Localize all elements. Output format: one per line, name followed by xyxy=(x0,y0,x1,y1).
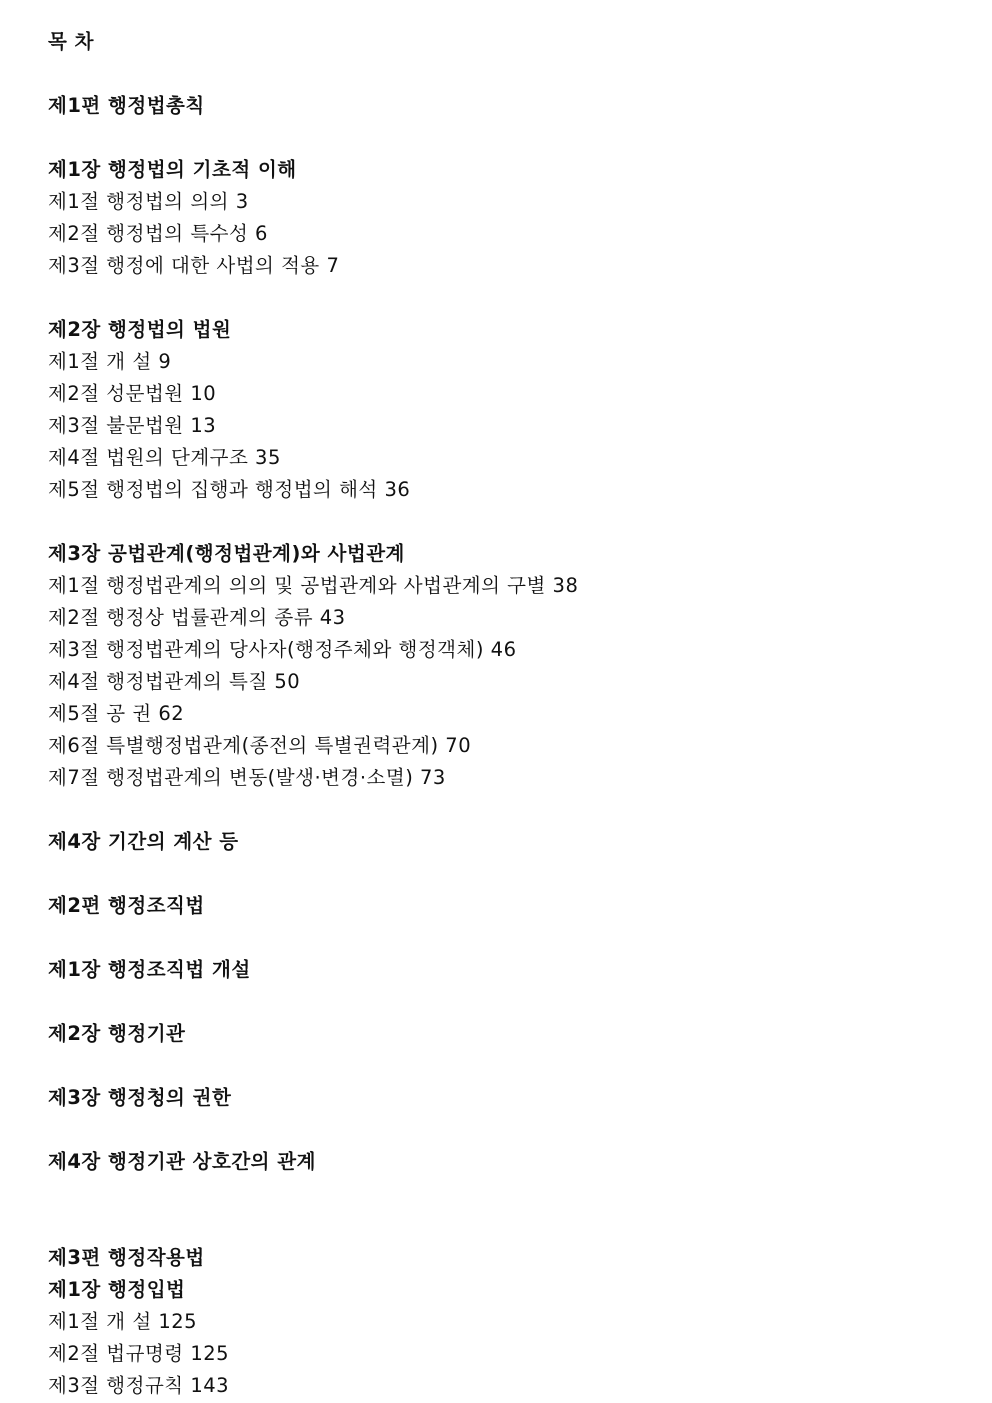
spacer xyxy=(48,282,948,314)
toc-chapter-heading: 제2장 행정법의 법원 xyxy=(48,318,232,341)
toc-section-entry: 제3절 행정규칙 143 xyxy=(48,1374,230,1397)
toc-section-entry: 제6절 특별행정법관계(종전의 특별권력관계) 70 xyxy=(48,734,472,757)
toc-section-entry: 제2절 행정법의 특수성 6 xyxy=(48,222,268,245)
spacer xyxy=(48,506,948,538)
spacer xyxy=(48,1210,948,1242)
spacer xyxy=(48,794,948,826)
toc-part-heading: 제1편 행정법총칙 xyxy=(48,94,205,117)
toc-section-entry: 제1절 개 설 125 xyxy=(48,1310,198,1333)
toc-section-entry: 제2절 행정상 법률관계의 종류 43 xyxy=(48,606,346,629)
toc-part-heading: 제2편 행정조직법 xyxy=(48,894,205,917)
toc-chapter-heading: 제2장 행정기관 xyxy=(48,1022,186,1045)
toc-chapter-heading: 제3장 공법관계(행정법관계)와 사법관계 xyxy=(48,542,405,565)
toc-section-entry: 제5절 공 권 62 xyxy=(48,702,185,725)
spacer xyxy=(48,858,948,890)
toc-title: 목 차 xyxy=(48,30,94,53)
toc-section-entry: 제4절 행정법관계의 특질 50 xyxy=(48,670,301,693)
toc-section-entry: 제2절 성문법원 10 xyxy=(48,382,217,405)
toc-section-entry: 제7절 행정법관계의 변동(발생·변경·소멸) 73 xyxy=(48,766,446,789)
toc-section-entry: 제5절 행정법의 집행과 행정법의 해석 36 xyxy=(48,478,411,501)
table-of-contents xyxy=(48,26,948,1402)
toc-chapter-heading: 제4장 행정기관 상호간의 관계 xyxy=(48,1150,316,1173)
toc-section-entry: 제1절 행정법의 의의 3 xyxy=(48,190,249,213)
toc-section-entry: 제3절 불문법원 13 xyxy=(48,414,217,437)
spacer xyxy=(48,122,948,154)
toc-part-heading: 제3편 행정작용법 xyxy=(48,1246,205,1269)
toc-section-entry: 제4절 법원의 단계구조 35 xyxy=(48,446,281,469)
toc-chapter-heading: 제1장 행정조직법 개설 xyxy=(48,958,251,981)
spacer xyxy=(48,1114,948,1146)
toc-section-entry: 제3절 행정에 대한 사법의 적용 7 xyxy=(48,254,340,277)
spacer xyxy=(48,1178,948,1210)
toc-chapter-heading: 제4장 기간의 계산 등 xyxy=(48,830,239,853)
spacer xyxy=(48,986,948,1018)
toc-chapter-heading: 제3장 행정청의 권한 xyxy=(48,1086,232,1109)
spacer xyxy=(48,58,948,90)
toc-chapter-heading: 제1장 행정입법 xyxy=(48,1278,186,1301)
toc-chapter-heading: 제1장 행정법의 기초적 이해 xyxy=(48,158,297,181)
spacer xyxy=(48,1050,948,1082)
toc-section-entry: 제3절 행정법관계의 당사자(행정주체와 행정객체) 46 xyxy=(48,638,517,661)
toc-section-entry: 제1절 개 설 9 xyxy=(48,350,172,373)
spacer xyxy=(48,922,948,954)
toc-section-entry: 제2절 법규명령 125 xyxy=(48,1342,230,1365)
toc-section-entry: 제1절 행정법관계의 의의 및 공법관계와 사법관계의 구별 38 xyxy=(48,574,579,597)
